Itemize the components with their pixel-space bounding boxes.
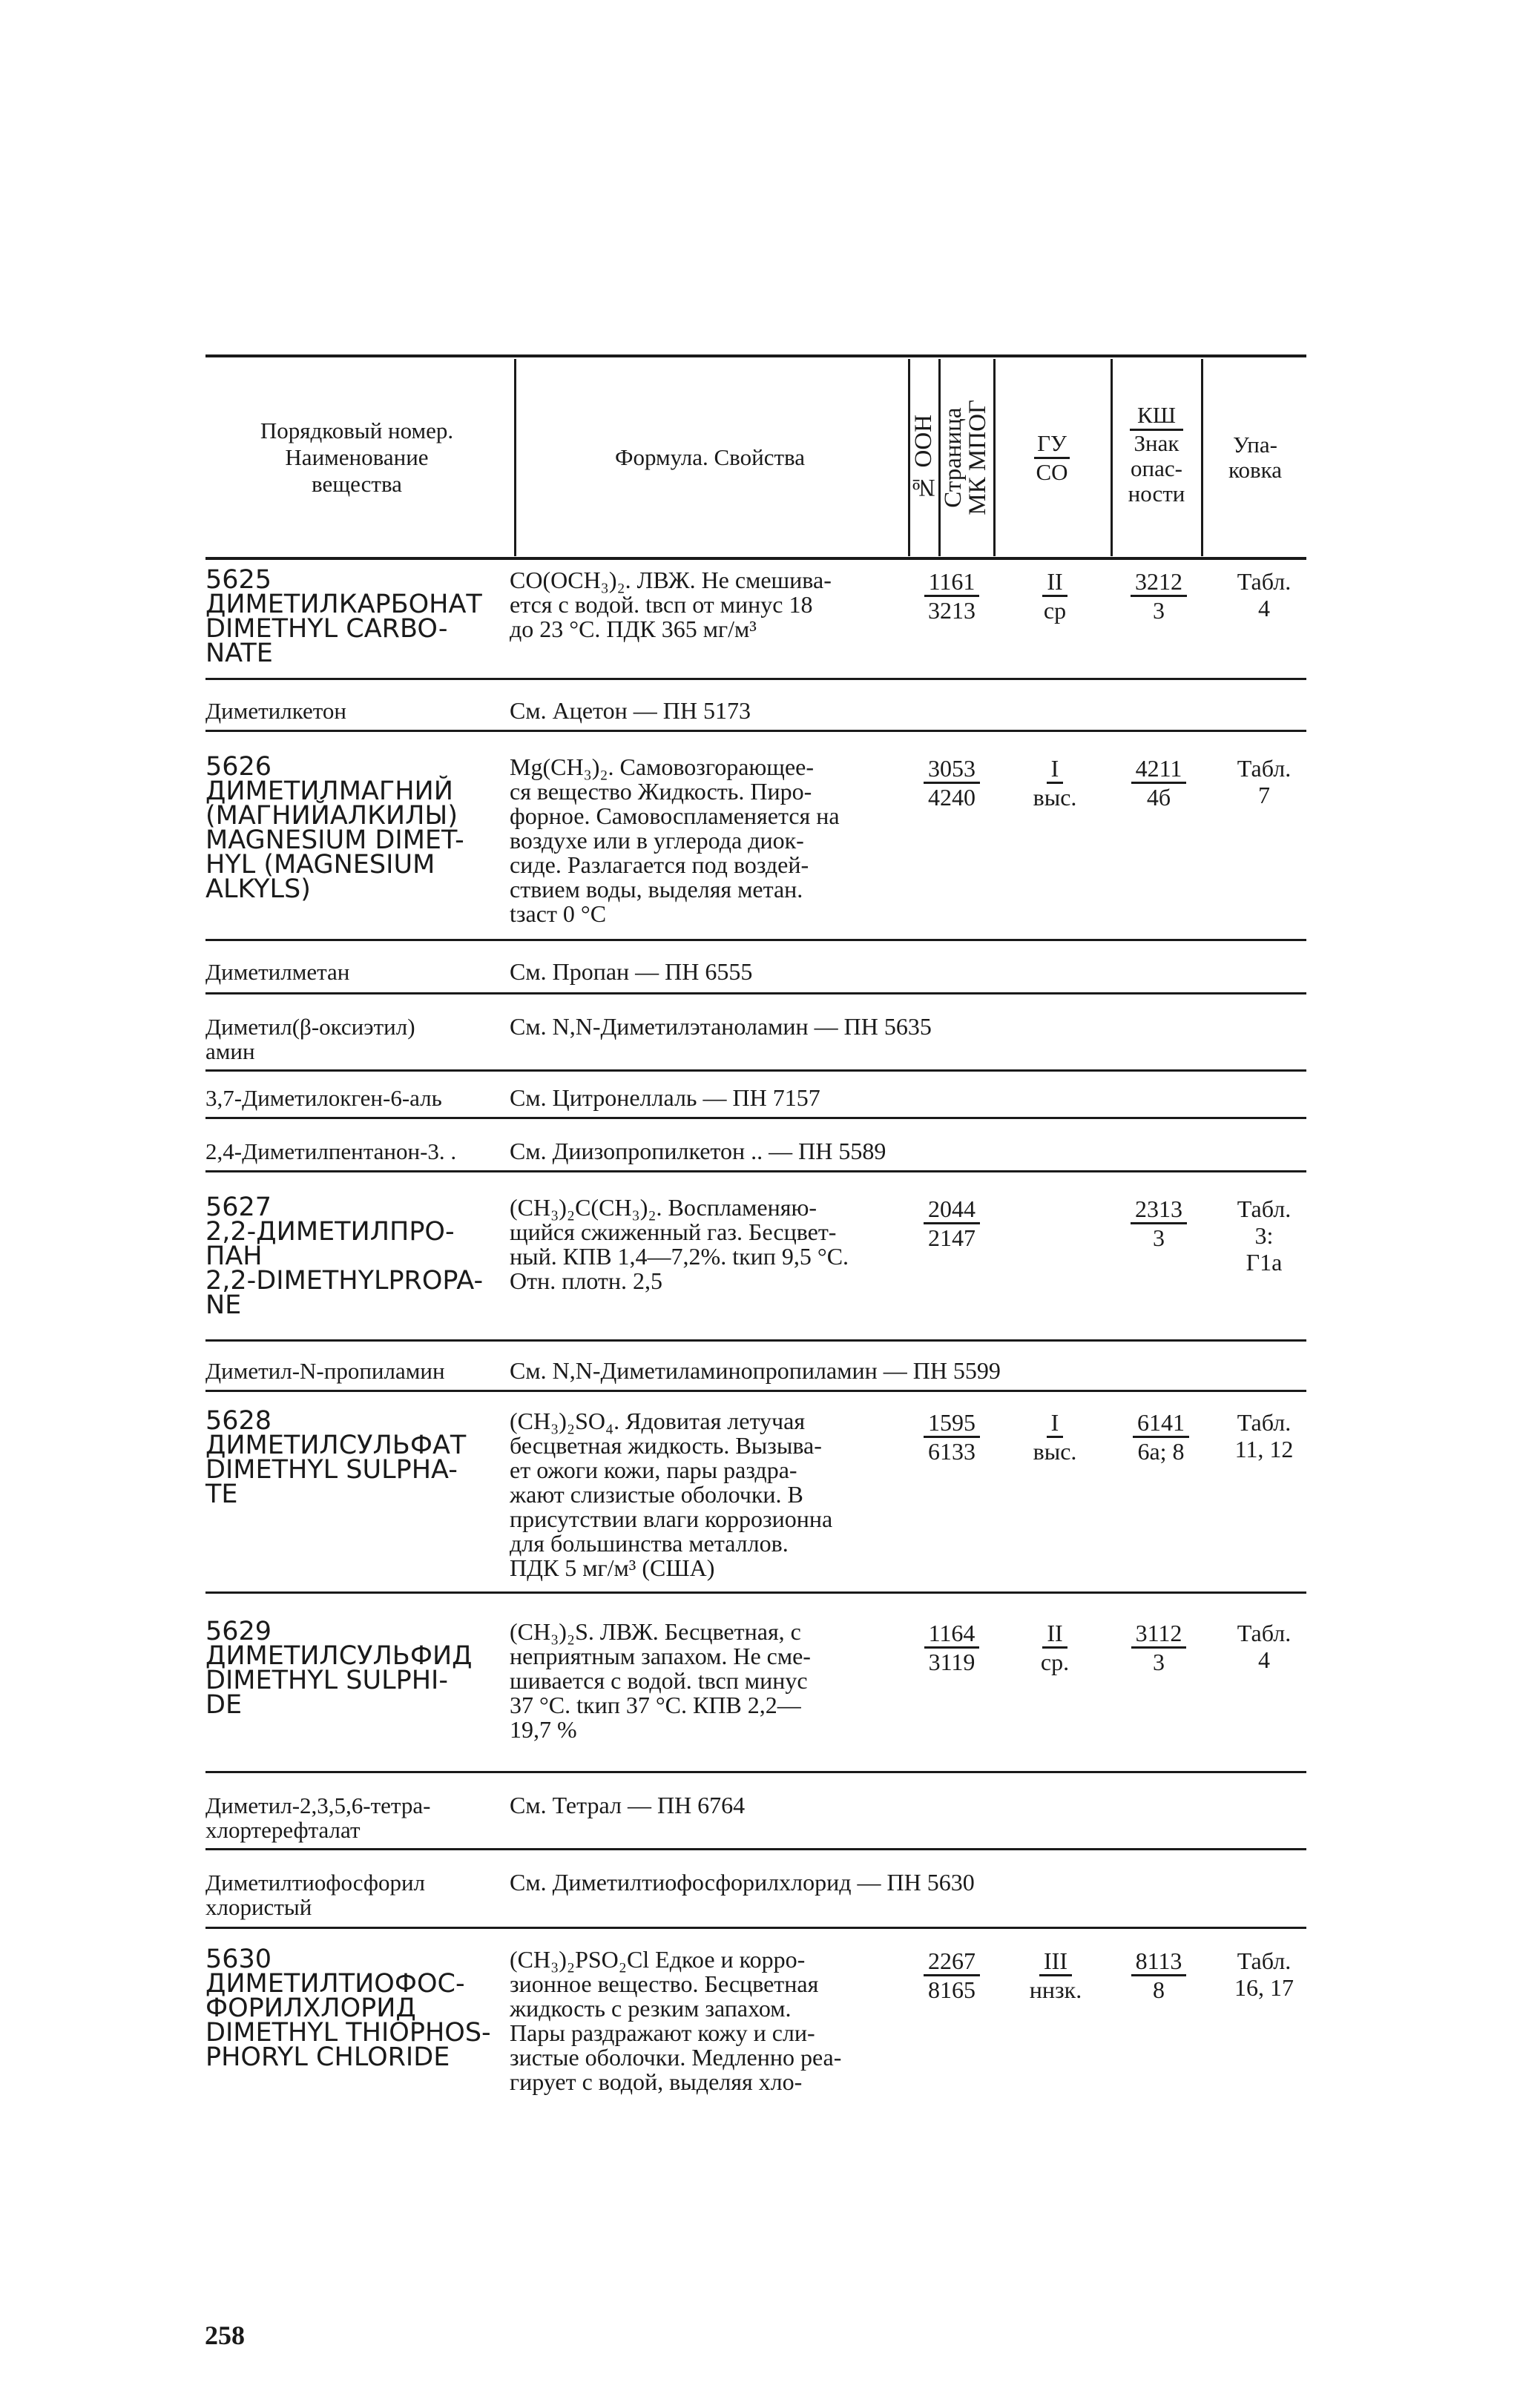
table-row — [205, 699, 1306, 724]
table-row — [205, 1086, 1306, 1111]
header-ksh: КШ Знак опас- ности — [1128, 401, 1185, 507]
substance-name: 5627 2,2-ДИМЕТИЛПРО- ПАН 2,2-DIMETHYLPROPA- NE — [205, 1193, 484, 1320]
table-row — [205, 1406, 1306, 1581]
header-name: Порядковый номер. Наименование вещества — [260, 418, 454, 497]
header-gu: $\frac{ГУ}{СО}$ — [996, 359, 1108, 556]
oon-page-fraction: 1164 3119 — [915, 1620, 989, 1675]
page-number: 258 — [205, 2320, 245, 2350]
packaging: Табл. 4 — [1237, 1620, 1292, 1673]
substance-name: Диметил-N-пропиламин — [205, 1358, 445, 1384]
table-row — [205, 1139, 1306, 1164]
table-row — [205, 960, 1306, 985]
substance-name: 5630 ДИМЕТИЛТИОФОС- ФОРИЛХЛОРИД DIMETHYL THIOPHOS- PHORYL CHLORIDE — [205, 1944, 491, 2072]
ksh-sign-fraction: 8113 8 — [1118, 1947, 1200, 2003]
substance-name: Диметилкетон — [205, 698, 346, 724]
row-separator — [205, 1848, 1306, 1850]
substance-properties: Mg(CH₃)₂. Самовозгорающее- ся вещество Жидкость. Пиро- форное. Самовоспламеняется на воздухе или в углерода диок- сиде. Разлагается под воздей- ствием воды, выделяя метан. tзаст 0 °C — [510, 753, 840, 927]
oon-page-fraction: 1161 3213 — [915, 568, 989, 624]
substance-name: Диметил(β-оксиэтил) амин — [205, 1014, 415, 1064]
header-props: Формула. Свойства — [615, 444, 805, 470]
table-row — [205, 565, 1306, 672]
header-mk: Страница МК МПОГ — [940, 400, 991, 515]
cross-reference: См. N,N-Диметиламинопропиламин — ПН 5599 — [510, 1357, 1001, 1384]
row-separator — [205, 939, 1306, 941]
substance-name: 5625 ДИМЕТИЛКАРБОНАТ DIMETHYL CARBO- NATE — [205, 565, 482, 668]
cross-reference: См. Цитронеллаль — ПН 7157 — [510, 1084, 820, 1111]
table-row — [205, 1617, 1306, 1746]
gu-co-fraction: I выс. — [1033, 1409, 1077, 1465]
header-bottom-rule — [205, 557, 1306, 560]
oon-page-fraction: 3053 4240 — [915, 755, 989, 811]
packaging: Табл. 3: Г1а — [1237, 1195, 1292, 1276]
substance-name: 5628 ДИМЕТИЛСУЛЬФАТ DIMETHYL SULPHA- TE — [205, 1406, 467, 1509]
substance-properties: (CH₃)₂SO₄. Ядовитая летучая бесцветная жидкость. Вызыва- ет ожоги кожи, пары раздра- жают слизистые оболочки. В присутствии влаги коррозионна для большинства металлов. ПДК 5 мг/м³ (США) — [510, 1408, 833, 1581]
cross-reference: См. Пропан — ПН 6555 — [510, 958, 753, 985]
gu-co-fraction: I выс. — [1033, 755, 1077, 811]
header-oon: № ООН — [910, 415, 937, 501]
ksh-sign-fraction: 2313 3 — [1118, 1195, 1200, 1251]
substance-name: 3,7-Диметилокген-6-аль — [205, 1085, 442, 1111]
cross-reference: См. Ацетон — ПН 5173 — [510, 697, 751, 724]
substance-name: 5626 ДИМЕТИЛМАГНИЙ (МАГНИЙАЛКИЛЫ) MAGNESIUM DIMET- HYL (MAGNESIUM ALKYLS) — [205, 752, 464, 904]
table-row — [205, 1359, 1306, 1384]
header-pack: Упа- ковка — [1228, 432, 1282, 483]
substance-properties: (CH₃)₂PSO₂Cl Едкое и корро- зионное вещество. Бесцветная жидкость с резким запахом. Пары раздражают кожу и сли- зистые оболочки. Медленно реа- гирует с водой, выделяя хло- — [510, 1946, 842, 2095]
cross-reference: См. Диизопропилкетон .. — ПН 5589 — [510, 1138, 886, 1164]
row-separator — [205, 730, 1306, 732]
table-row — [205, 1195, 1306, 1322]
packaging: Табл. 7 — [1237, 755, 1292, 808]
row-separator — [205, 678, 1306, 680]
substance-properties: (CH₃)₂C(CH₃)₂. Воспламеняю- щийся сжиженный газ. Бесцвет- ный. КПВ 1,4—7,2%. tкип 9,5 °C. Отн. плотн. 2,5 — [510, 1194, 849, 1294]
substance-properties: (CH₃)₂S. ЛВЖ. Бесцветная, с неприятным запахом. Не сме- шивается с водой. tвсп минус 37 °C. tкип 37 °C. КПВ 2,2— 19,7 % — [510, 1618, 811, 1743]
row-separator — [205, 1069, 1306, 1072]
oon-page-fraction: 2267 8165 — [915, 1947, 989, 2003]
table-row — [205, 1793, 1306, 1842]
cross-reference: См. Диметилтиофосфорилхлорид — ПН 5630 — [510, 1869, 975, 1896]
oon-page-fraction: 1595 6133 — [915, 1409, 989, 1465]
table-top-rule — [205, 354, 1306, 357]
gu-co-fraction: II ср. — [1040, 1620, 1070, 1675]
substance-name: Диметилметан — [205, 959, 350, 985]
packaging: Табл. 16, 17 — [1234, 1947, 1294, 2001]
row-separator — [205, 1771, 1306, 1773]
ksh-sign-fraction: 3212 3 — [1118, 568, 1200, 624]
table-row — [205, 752, 1306, 927]
gu-co-fraction: III ннзк. — [1029, 1947, 1082, 2003]
table-row — [205, 1944, 1306, 2096]
ksh-sign-fraction: 4211 4б — [1118, 755, 1200, 811]
substance-properties: CO(OCH₃)₂. ЛВЖ. Не смешива- ется с водой. tвсп от минус 18 до 23 °C. ПДК 365 мг/м³ — [510, 567, 832, 642]
substance-name: Диметил-2,3,5,6-тетра- хлортерефталат — [205, 1792, 431, 1843]
table-header — [205, 359, 1306, 556]
table-row — [205, 1015, 1306, 1063]
ksh-sign-fraction: 3112 3 — [1118, 1620, 1200, 1675]
gu-co-fraction: II ср — [1043, 568, 1067, 624]
row-separator — [205, 992, 1306, 994]
row-separator — [205, 1927, 1306, 1929]
row-separator — [205, 1117, 1306, 1119]
substance-name: 2,4-Диметилпентанон-3. . — [205, 1138, 457, 1164]
cross-reference: См. Тетрал — ПН 6764 — [510, 1792, 746, 1818]
row-separator — [205, 1591, 1306, 1594]
packaging: Табл. 11, 12 — [1234, 1409, 1294, 1462]
table-row — [205, 1870, 1306, 1919]
substance-name: Диметилтиофосфорил хлористый — [205, 1870, 425, 1920]
packaging: Табл. 4 — [1237, 568, 1292, 621]
ksh-sign-fraction: 6141 6а; 8 — [1115, 1409, 1207, 1465]
row-separator — [205, 1390, 1306, 1392]
oon-page-fraction: 2044 2147 — [915, 1195, 989, 1251]
row-separator — [205, 1170, 1306, 1172]
row-separator — [205, 1339, 1306, 1342]
substance-name: 5629 ДИМЕТИЛСУЛЬФИД DIMETHYL SULPHI- DE — [205, 1617, 473, 1720]
cross-reference: См. N,N-Диметилэтаноламин — ПН 5635 — [510, 1013, 932, 1040]
